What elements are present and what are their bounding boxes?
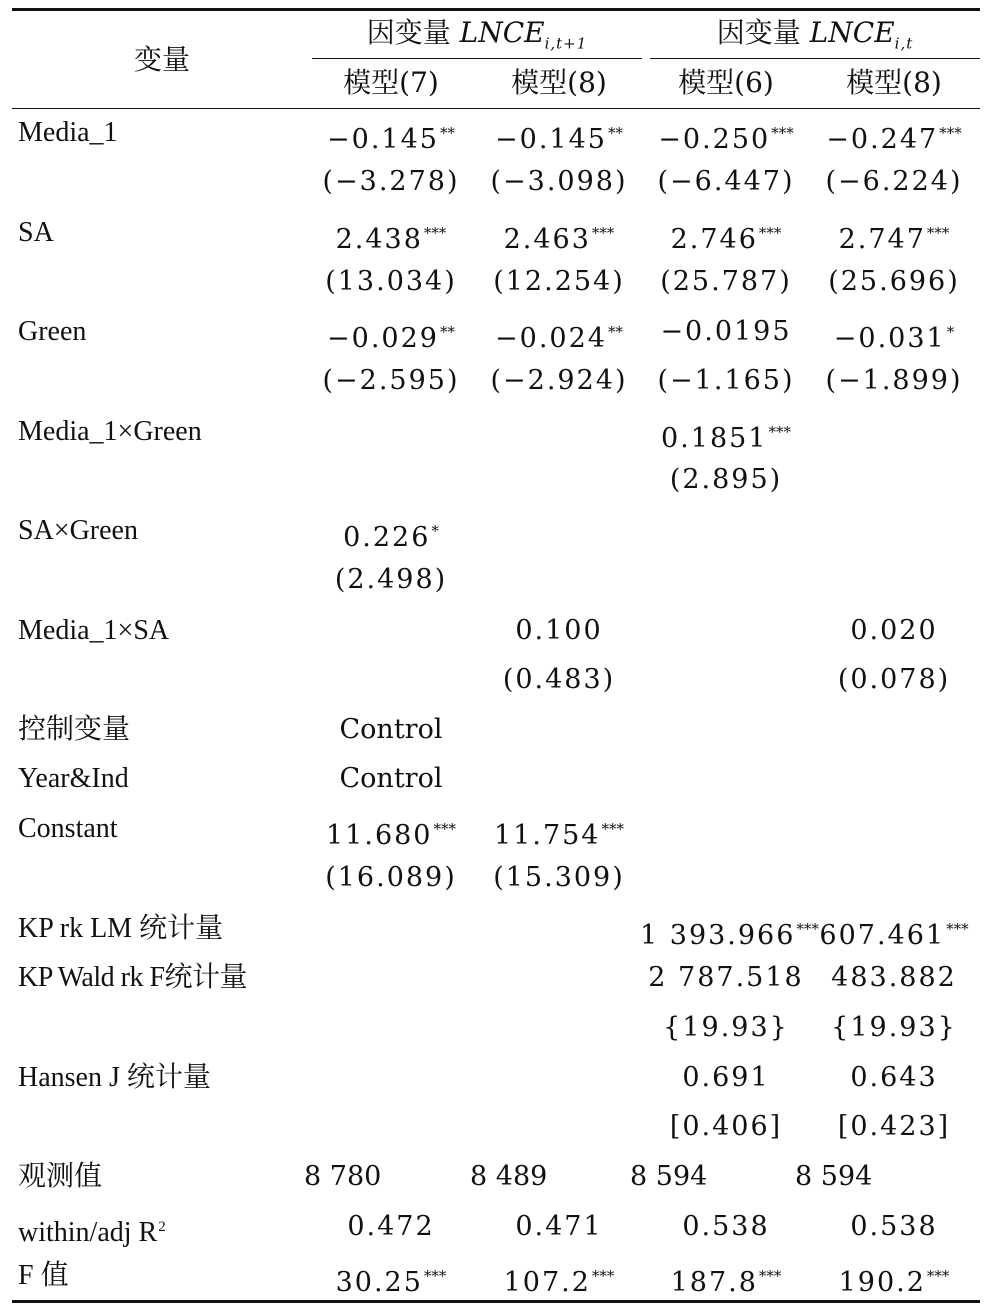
coef-media1-x-green-m6: 0.1851***	[661, 423, 791, 454]
coef-media1-m8a: −0.145**	[495, 124, 623, 155]
top-rule	[12, 8, 980, 11]
obs-m7: 8 780	[304, 1161, 382, 1192]
coef-sa-m8b: 2.747***	[838, 224, 950, 255]
f-value-m6: 187.8***	[670, 1267, 782, 1298]
row-label-sa: SA	[18, 217, 54, 248]
model-header-1: 模型(7)	[343, 66, 439, 99]
tstat-media1-x-sa-m8a: (0.483)	[502, 664, 616, 695]
kp-wald-m6: 2 787.518	[648, 962, 804, 993]
kp-wald-m8b: 483.882	[831, 962, 957, 993]
row-label-kp-lm: KP rk LM 统计量	[18, 913, 224, 944]
row-label-r-squared: within/adj $R^2$	[18, 1217, 166, 1248]
coef-constant-m7: 11.680***	[326, 820, 456, 851]
tstat-green-m8a: (−2.924)	[490, 365, 628, 396]
obs-m8b: 8 594	[795, 1161, 873, 1192]
tstat-media1-m7: (−3.278)	[322, 166, 460, 197]
f-value-m7: 30.25***	[335, 1267, 447, 1298]
kp-lm-m8b: 607.461***	[819, 920, 969, 951]
tstat-sa-x-green-m7: (2.498)	[334, 564, 448, 595]
tstat-constant-m7: (16.089)	[325, 862, 457, 893]
tstat-media1-x-sa-m8b: (0.078)	[837, 664, 951, 695]
tstat-green-m6: (−1.165)	[657, 365, 795, 396]
kp-wald-critical-m8b: {19.93}	[831, 1012, 957, 1043]
tstat-sa-m8a: (12.254)	[493, 266, 625, 297]
f-value-m8b: 190.2***	[838, 1267, 950, 1298]
hansen-j-m8b: 0.643	[850, 1062, 938, 1093]
row-label-controls: 控制变量	[18, 714, 131, 745]
dependent-var-header-right: 因变量 $LNCE_{i,t}$	[716, 16, 914, 53]
tstat-sa-m8b: (25.696)	[828, 266, 960, 297]
variable-header: 变量	[133, 43, 190, 76]
model-header-3: 模型(6)	[678, 66, 774, 99]
header-bottom-rule	[12, 108, 980, 109]
year-ind-value: Control	[339, 763, 443, 794]
r2-m6: 0.538	[682, 1211, 770, 1242]
tstat-green-m8b: (−1.899)	[825, 365, 963, 396]
tstat-sa-m6: (25.787)	[660, 266, 792, 297]
coef-green-m6: −0.0195	[660, 316, 792, 347]
row-label-media1-x-sa: Media_1×SA	[18, 615, 170, 646]
row-label-kp-wald: KP Wald rk F统计量	[18, 962, 248, 993]
coef-constant-m8a: 11.754***	[494, 820, 624, 851]
coef-media1-x-sa-m8b: 0.020	[850, 615, 938, 646]
r2-m7: 0.472	[347, 1211, 435, 1242]
dependent-var-header-left: 因变量 $LNCE_{i,t+1}$	[366, 16, 588, 53]
coef-media1-m6: −0.250***	[658, 124, 794, 155]
r2-m8b: 0.538	[850, 1211, 938, 1242]
row-label-f-value: F 值	[18, 1260, 69, 1291]
coef-green-m8b: −0.031*	[833, 323, 955, 354]
coef-sa-m7: 2.438***	[335, 224, 447, 255]
hansen-j-pvalue-m6: [0.406]	[669, 1111, 783, 1142]
obs-m8a: 8 489	[470, 1161, 548, 1192]
row-label-media1-x-green: Media_1×Green	[18, 416, 202, 447]
f-value-m8a: 107.2***	[503, 1267, 615, 1298]
coef-sa-x-green-m7: 0.226*	[343, 522, 439, 553]
r2-m8a: 0.471	[515, 1211, 603, 1242]
row-label-observations: 观测值	[18, 1161, 103, 1192]
model-header-4: 模型(8)	[846, 66, 942, 99]
coef-media1-x-sa-m8a: 0.100	[515, 615, 603, 646]
tstat-media1-m8a: (−3.098)	[490, 166, 628, 197]
coef-sa-m6: 2.746***	[670, 224, 782, 255]
row-label-sa-x-green: SA×Green	[18, 515, 138, 546]
obs-m6: 8 594	[630, 1161, 708, 1192]
coef-green-m7: −0.029**	[327, 323, 455, 354]
row-label-green: Green	[18, 316, 87, 347]
kp-lm-m6: 1 393.966***	[640, 920, 819, 951]
coef-green-m8a: −0.024**	[495, 323, 623, 354]
hansen-j-m6: 0.691	[682, 1062, 770, 1093]
tstat-constant-m8a: (15.309)	[493, 862, 625, 893]
row-label-media1: Media_1	[18, 117, 118, 148]
model-header-2: 模型(8)	[511, 66, 607, 99]
kp-wald-critical-m6: {19.93}	[663, 1012, 789, 1043]
coef-sa-m8a: 2.463***	[503, 224, 615, 255]
tstat-green-m7: (−2.595)	[322, 365, 460, 396]
row-label-constant: Constant	[18, 813, 118, 844]
tstat-media1-m6: (−6.447)	[657, 166, 795, 197]
tstat-media1-x-green-m6: (2.895)	[669, 464, 783, 495]
tstat-sa-m7: (13.034)	[325, 266, 457, 297]
bottom-rule	[12, 1300, 980, 1303]
controls-value: Control	[339, 714, 443, 745]
hansen-j-pvalue-m8b: [0.423]	[837, 1111, 951, 1142]
row-label-year-ind: Year&Ind	[18, 763, 129, 794]
row-label-hansen-j: Hansen J 统计量	[18, 1062, 211, 1093]
coef-media1-m7: −0.145**	[327, 124, 455, 155]
coef-media1-m8b: −0.247***	[826, 124, 962, 155]
tstat-media1-m8b: (−6.224)	[825, 166, 963, 197]
